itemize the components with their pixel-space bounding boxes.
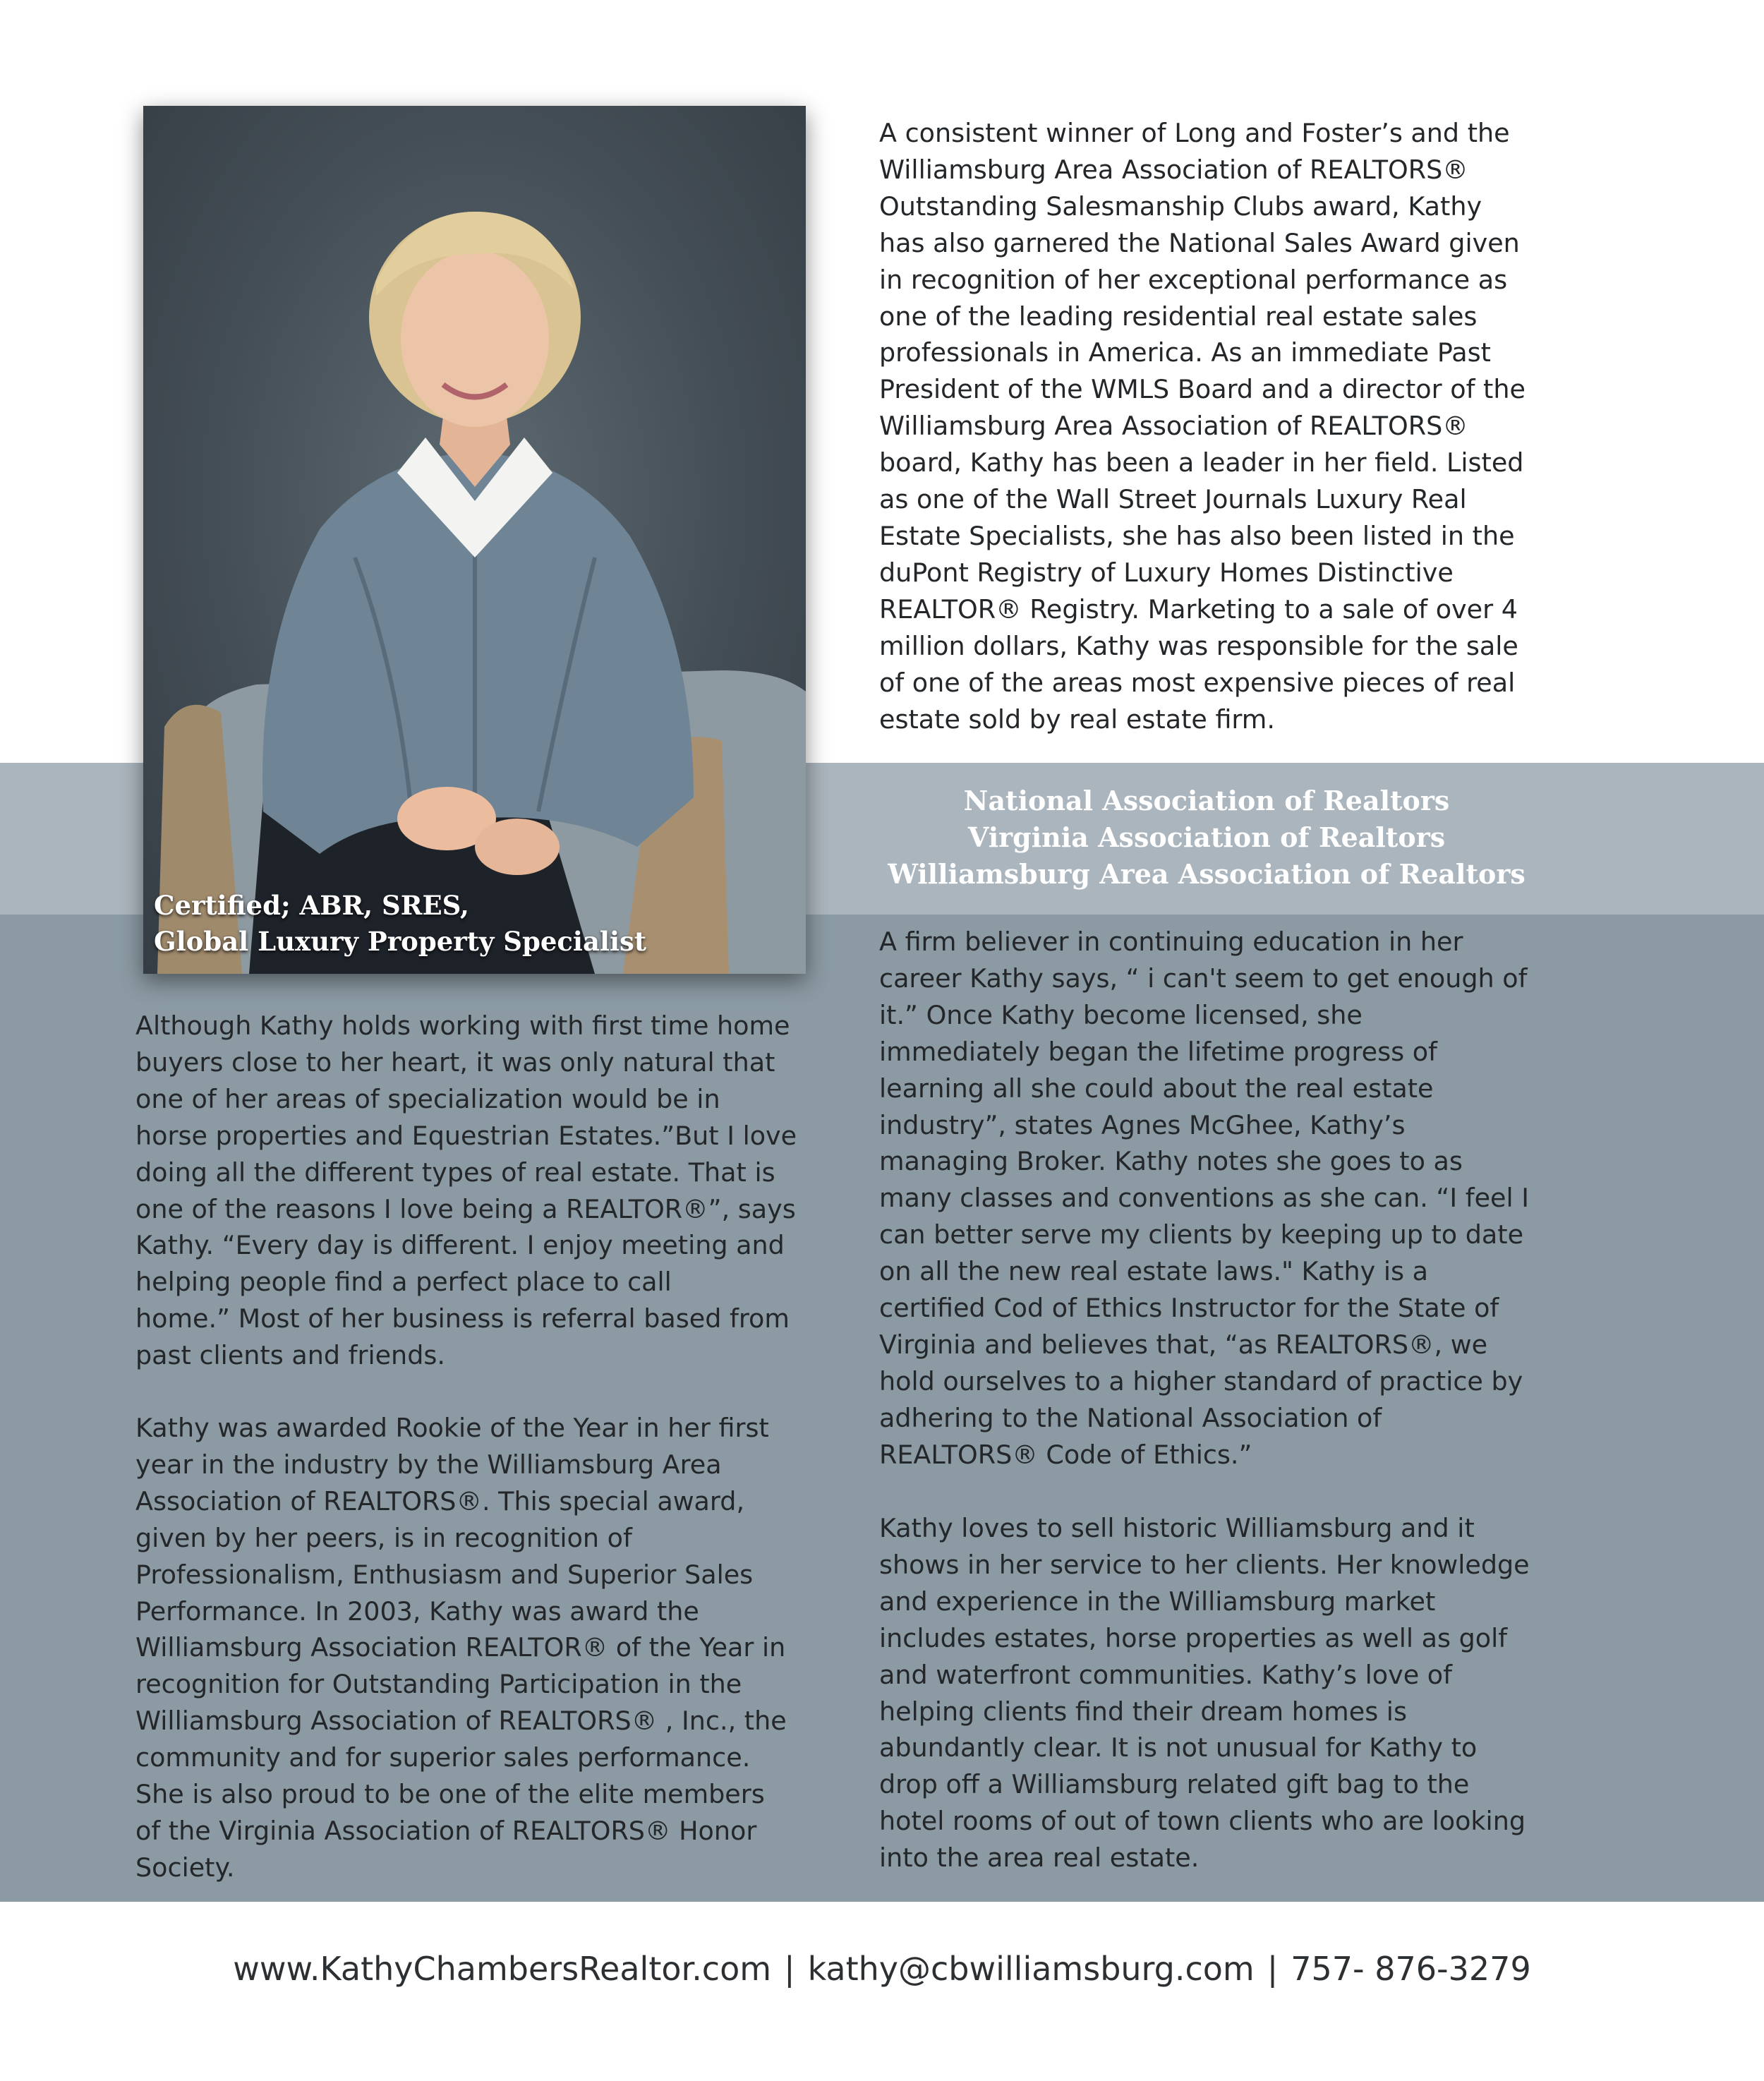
portrait-illustration [143, 106, 806, 974]
phone-number[interactable]: 757- 876-3279 [1291, 1950, 1531, 1988]
awards-paragraph: A consistent winner of Long and Foster’s and the Williamsburg Area Association of REALTORS® Outstanding Salesmanship Clubs award, Kathy has also garnered the National Sales Award given in recognition of her exceptional performance as one of the leading residential real estate sales professionals in America. As an immediate Past President of the WMLS Board and a director of the Williamsburg Area Association of REALTORS® board, Kathy has been a leader in her field. Listed as one of the Wall Street Journals Luxury Real Estate Specialists, she has also been listed in the duPont Registry of Luxury Homes Distinctive REALTOR® Registry. Marketing to a sale of over 4 million dollars, Kathy was responsible for the sale of one of the areas most expensive pieces of real estate sold by real estate firm. [879, 118, 1526, 735]
email-link[interactable]: kathy@cbwilliamsburg.com [807, 1950, 1255, 1988]
website-link[interactable]: www.KathyChambersRealtor.com [233, 1950, 772, 1988]
photo-caption [154, 888, 803, 960]
caption-certifications: Certified; ABR, SRES, [154, 890, 469, 921]
caption-specialty: Global Luxury Property Specialist [154, 926, 646, 957]
education-paragraph: A firm believer in continuing education in her career Kathy says, “ i can't seem to get enough of it.” Once Kathy become licensed, she immediately began the lifetime progress of learning all she could about the real estate industry”, states Agnes McGhee, Kathy’s managing Broker. Kathy notes she goes to as many classes and conventions as she can. “I feel I can better serve my clients by keeping up to date on all the new real estate laws." Kathy is a certified Cod of Ethics Instructor for the State of Virginia and believes that, “as REALTORS®, we hold ourselves to a higher standard of practice by adhering to the National Association of REALTORS® Code of Ethics.” [879, 927, 1529, 1470]
association-virginia: Virginia Association of Realtors [967, 821, 1446, 853]
rookie-award-paragraph: Kathy was awarded Rookie of the Year in her first year in the industry by the Williamsburg Area Association of REALTORS®. This special award, given by her peers, is in recognition of Professionalism, Enthusiasm and Superior Sales Performance. In 2003, Kathy was award the Williamsburg Association REALTOR® of the Year in recognition for Outstanding Participation in the Williamsburg Association of REALTORS® , Inc., the community and for superior sales performance. She is also proud to be one of the elite members of the Virginia Association of REALTORS® Honor Society. [135, 1413, 787, 1883]
associations-list [826, 783, 1588, 893]
association-williamsburg: Williamsburg Area Association of Realtors [888, 858, 1526, 890]
williamsburg-paragraph: Kathy loves to sell historic Williamsburg and it shows in her service to her clients. Her knowledge and experience in the Williamsburg market includes estates, horse properties as well as golf and waterfront communities. Kathy’s love of helping clients find their dream homes is abundantly clear. It is not unusual for Kathy to drop off a Williamsburg related gift bag to the hotel rooms of out of town clients who are looking into the area real estate. [879, 1513, 1530, 1874]
agent-portrait-photo [143, 106, 806, 974]
specialization-paragraph: Although Kathy holds working with first time home buyers close to her heart, it was only natural that one of her areas of specialization would be in horse properties and Equestrian Estates.”But I love doing all the different types of real estate. That is one of the reasons I love being a REALTOR®”, says Kathy. “Every day is different. I enjoy meeting and helping people find a perfect place to call home.” Most of her business is referral based from past clients and friends. [135, 1011, 797, 1371]
association-national: National Association of Realtors [963, 785, 1450, 816]
contact-footer [0, 1948, 1764, 1990]
footer-separator: | [784, 1950, 795, 1988]
footer-separator: | [1267, 1950, 1279, 1988]
